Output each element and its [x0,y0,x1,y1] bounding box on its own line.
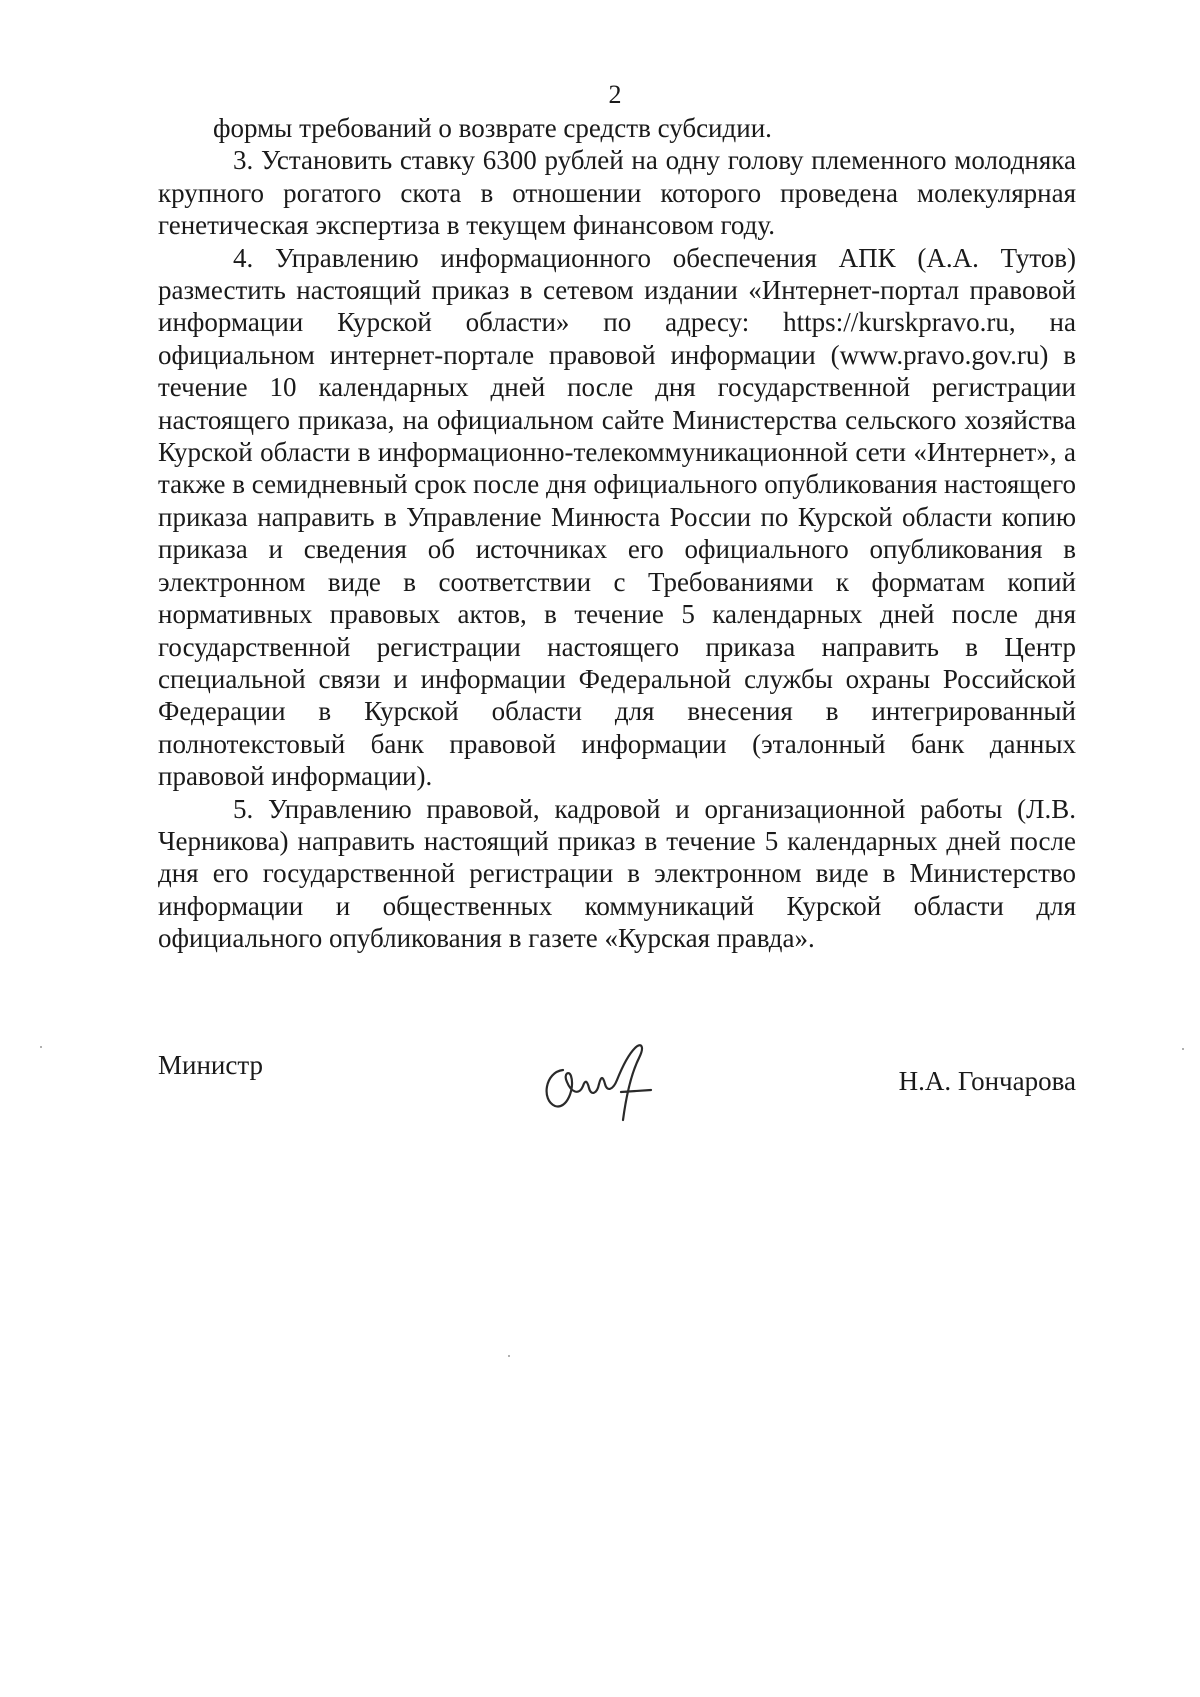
scan-speck [40,1046,42,1048]
paragraph-continuation: формы требований о возврате средств субсидии. [213,113,772,143]
paragraph-item-4: 4. Управлению информационного обеспечения АПК (А.А. Тутов) разместить настоящий приказ в сетевом издании «Интернет-портал правовой информации Курской области» по адресу: https://kurskpravo.ru, на официальном интернет-портале правовой информации (www.pravo.gov.ru) в течение 10 календарных дней после дня государственной регистрации настоящего приказа, на официальном сайте Министерства сельского хозяйства Курской области в информационно-телекоммуникационной сети «Интернет», а также в семидневный срок после дня официального опубликования настоящего приказа направить в Управление Минюста России по Курской области копию приказа и сведения об источниках его официального опубликования в электронном виде в соответствии с Требованиями к форматам копий нормативных правовых актов, в течение 5 календарных дней после дня государственной регистрации настоящего приказа направить в Центр специальной связи и информации Федеральной службы охраны Российской Федерации в Курской области для внесения в интегрированный полнотекстовый банк правовой информации (эталонный банк данных правовой информации). [158,242,1076,792]
signature-block [158,1030,1076,1140]
handwritten-signature [523,1030,673,1140]
signatory-title: Министр [158,1050,263,1080]
document-body [158,112,1076,955]
page-number: 2 [608,80,622,109]
scan-speck [1182,1048,1184,1050]
signatory-name: Н.А. Гончарова [898,1066,1076,1096]
paragraph-item-3: 3. Установить ставку 6300 рублей на одну голову племенного молодняка крупного рогатого скота в отношении которого проведена молекулярная генетическая экспертиза в текущем финансовом году. [158,145,1076,241]
scan-speck [508,1355,510,1357]
paragraph-item-5: 5. Управлению правовой, кадровой и организационной работы (Л.В. Черникова) направить настоящий приказ в течение 5 календарных дней после дня его государственной регистрации в электронном виде в Министерство информации и общественных коммуникаций Курской области для официального опубликования в газете «Курская правда». [158,793,1076,954]
